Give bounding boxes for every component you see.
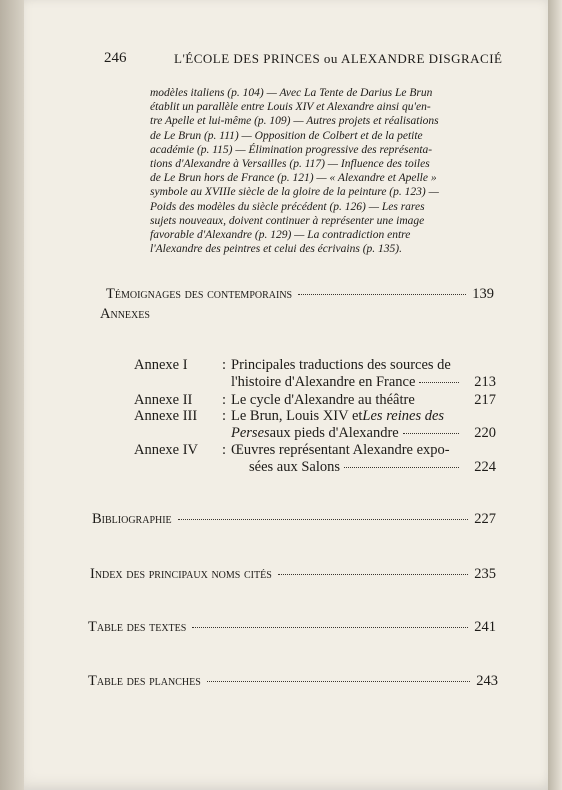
summary-line: de Le Brun hors de France (p. 121) — « Alexandre et Apelle » bbox=[150, 172, 437, 185]
annexe-colon: : bbox=[222, 357, 227, 373]
toc-entry-title: Index des principaux noms cités bbox=[90, 566, 272, 582]
summary-line: académie (p. 115) — Élimination progressive des représenta- bbox=[150, 143, 433, 156]
leader-dots bbox=[278, 574, 468, 575]
toc-entry-title: Bibliographie bbox=[92, 511, 172, 527]
summary-line: favorable d'Alexandre (p. 129) — La contradiction entre bbox=[150, 229, 411, 242]
summary-line: l'Alexandre des peintres et celui des écrivains (p. 135). bbox=[150, 243, 402, 256]
summary-line: tions d'Alexandre à Versailles (p. 117) — Influence des toiles bbox=[150, 158, 430, 171]
summary-line: sujets nouveaux, doivent continuer à représenter une image bbox=[150, 214, 425, 227]
toc-page-number: 213 bbox=[474, 374, 496, 390]
toc-entry-index[interactable] bbox=[90, 566, 496, 583]
annexe-title-italic: Les reines des bbox=[362, 408, 445, 424]
toc-entry-table-planches[interactable] bbox=[88, 673, 498, 690]
toc-page-number: 243 bbox=[476, 673, 498, 689]
toc-entry-annexe-3[interactable] bbox=[134, 408, 494, 444]
toc-page-number: 235 bbox=[474, 566, 496, 582]
annexe-line: sées aux Salons bbox=[249, 459, 341, 475]
toc-entry-annexe-4[interactable] bbox=[134, 442, 494, 478]
summary-line: de Le Brun (p. 111) — Opposition de Colbert et de la petite bbox=[150, 129, 423, 142]
annexe-line: Le cycle d'Alexandre au théâtre bbox=[231, 392, 415, 408]
leader-dots bbox=[178, 519, 469, 520]
annexe-text bbox=[231, 442, 494, 476]
summary-line: symbole au XVIIIe siècle de la gloire de la peinture (p. 123) — bbox=[150, 186, 439, 199]
toc-page-number: 241 bbox=[474, 619, 496, 635]
annexe-colon: : bbox=[222, 392, 227, 408]
annexe-label: Annexe I bbox=[134, 357, 188, 373]
annexe-text bbox=[231, 408, 494, 442]
annexe-text bbox=[231, 357, 494, 391]
toc-entry-bibliographie[interactable] bbox=[92, 511, 496, 528]
book-gutter bbox=[0, 0, 24, 790]
toc-page-number: 220 bbox=[474, 425, 496, 441]
toc-entry-title: Témoignages des contemporains bbox=[106, 286, 293, 302]
leader-dots bbox=[403, 433, 459, 434]
toc-entry-table-textes[interactable] bbox=[88, 619, 496, 636]
annexe-line: Le Brun, Louis XIV et bbox=[231, 408, 363, 424]
summary-line: modèles italiens (p. 104) — Avec La Tente de Darius Le Brun bbox=[150, 87, 433, 99]
annexe-label: Annexe III bbox=[134, 408, 198, 424]
annexe-line: Œuvres représentant Alexandre expo- bbox=[231, 442, 450, 458]
summary-line: établit un parallèle entre Louis XIV et Alexandre ainsi qu'en- bbox=[150, 101, 431, 114]
page-edge bbox=[548, 0, 562, 790]
leader-dots bbox=[344, 467, 459, 468]
summary-line: Poids des modèles du siècle précédent (p. 126) — Les rares bbox=[150, 200, 425, 213]
annexe-label: Annexe IV bbox=[134, 442, 199, 458]
annexe-line: aux pieds d'Alexandre bbox=[269, 425, 399, 441]
page-number: 246 bbox=[104, 50, 127, 66]
annexe-colon: : bbox=[222, 408, 227, 424]
chapter-summary bbox=[150, 86, 492, 256]
toc-entry-annexe-1[interactable] bbox=[134, 357, 494, 393]
toc-entry-temoignages[interactable] bbox=[106, 286, 494, 303]
page-header bbox=[104, 50, 514, 72]
annexe-label: Annexe II bbox=[134, 392, 193, 408]
summary-line: tre Apelle et lui-même (p. 109) — Autres projets et réalisations bbox=[150, 115, 439, 128]
toc-entry-title: Table des planches bbox=[88, 673, 201, 689]
annexe-colon: : bbox=[222, 442, 227, 458]
toc-page-number: 139 bbox=[472, 286, 494, 302]
annexe-text bbox=[231, 392, 494, 409]
annexe-line: Principales traductions des sources de bbox=[231, 357, 451, 373]
leader-dots bbox=[207, 681, 470, 682]
annexe-line: l'histoire d'Alexandre en France bbox=[231, 374, 416, 390]
annexe-title-italic: Perses bbox=[231, 425, 270, 441]
toc-page-number: 217 bbox=[474, 392, 496, 408]
annexes-heading: Annexes bbox=[100, 306, 150, 322]
running-title: L'ÉCOLE DES PRINCES ou ALEXANDRE DISGRACIÉ bbox=[174, 51, 503, 66]
toc-page-number: 227 bbox=[474, 511, 496, 527]
leader-dots bbox=[419, 382, 459, 383]
toc-entry-title: Table des textes bbox=[88, 619, 187, 635]
toc-page-number: 224 bbox=[474, 459, 496, 475]
leader-dots bbox=[298, 294, 466, 295]
leader-dots bbox=[192, 627, 468, 628]
